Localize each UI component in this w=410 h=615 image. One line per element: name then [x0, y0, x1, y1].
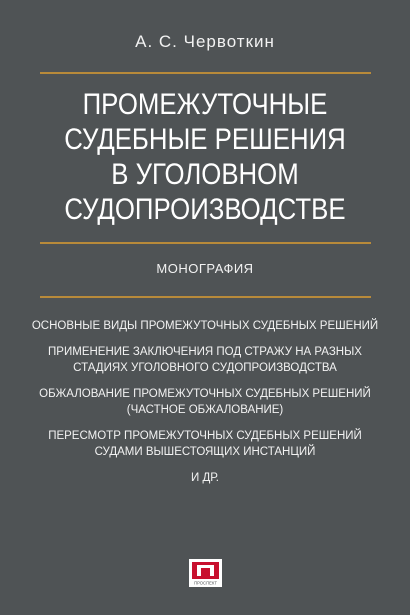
title-line: ПРОМЕЖУТОЧНЫЕ — [82, 88, 328, 121]
author-name: А. С. Червоткин — [135, 32, 275, 51]
book-genre: МОНОГРАФИЯ — [156, 261, 254, 276]
lower-divider — [40, 296, 371, 298]
title-line: СУДОПРОИЗВОДСТВЕ — [64, 193, 346, 226]
topic-item — [20, 344, 390, 376]
topic-item — [20, 428, 390, 460]
topic-item — [20, 470, 390, 486]
topic-line: И ДР. — [191, 472, 219, 484]
svg-text:ПРОСПЕКТ: ПРОСПЕКТ — [194, 580, 217, 586]
topic-item — [20, 318, 390, 334]
top-divider — [40, 72, 371, 74]
topic-line: СУДАМИ ВЫШЕСТОЯЩИХ ИНСТАНЦИЙ — [94, 446, 316, 458]
topic-line: ОСНОВНЫЕ ВИДЫ ПРОМЕЖУТОЧНЫХ СУДЕБНЫХ РЕШЕНИЙ — [31, 320, 379, 332]
title-line: В УГОЛОВНОМ — [111, 158, 299, 191]
topic-line: ПРИМЕНЕНИЕ ЗАКЛЮЧЕНИЯ ПОД СТРАЖУ НА РАЗНЫХ — [48, 346, 362, 358]
topic-line: ОБЖАЛОВАНИЕ ПРОМЕЖУТОЧНЫХ СУДЕБНЫХ РЕШЕНИЙ — [39, 388, 371, 400]
topic-line: СТАДИЯХ УГОЛОВНОГО СУДОПРОИЗВОДСТВА — [73, 362, 337, 374]
middle-divider — [40, 242, 371, 244]
prospekt-logo-icon — [189, 559, 222, 587]
title-line: СУДЕБНЫЕ РЕШЕНИЯ — [64, 123, 346, 156]
book-title — [46, 87, 364, 227]
topics-list — [20, 318, 390, 496]
topic-line: ПЕРЕСМОТР ПРОМЕЖУТОЧНЫХ СУДЕБНЫХ РЕШЕНИЙ — [48, 430, 362, 442]
topic-line: (ЧАСТНОЕ ОБЖАЛОВАНИЕ) — [126, 404, 284, 416]
topic-item — [20, 386, 390, 418]
